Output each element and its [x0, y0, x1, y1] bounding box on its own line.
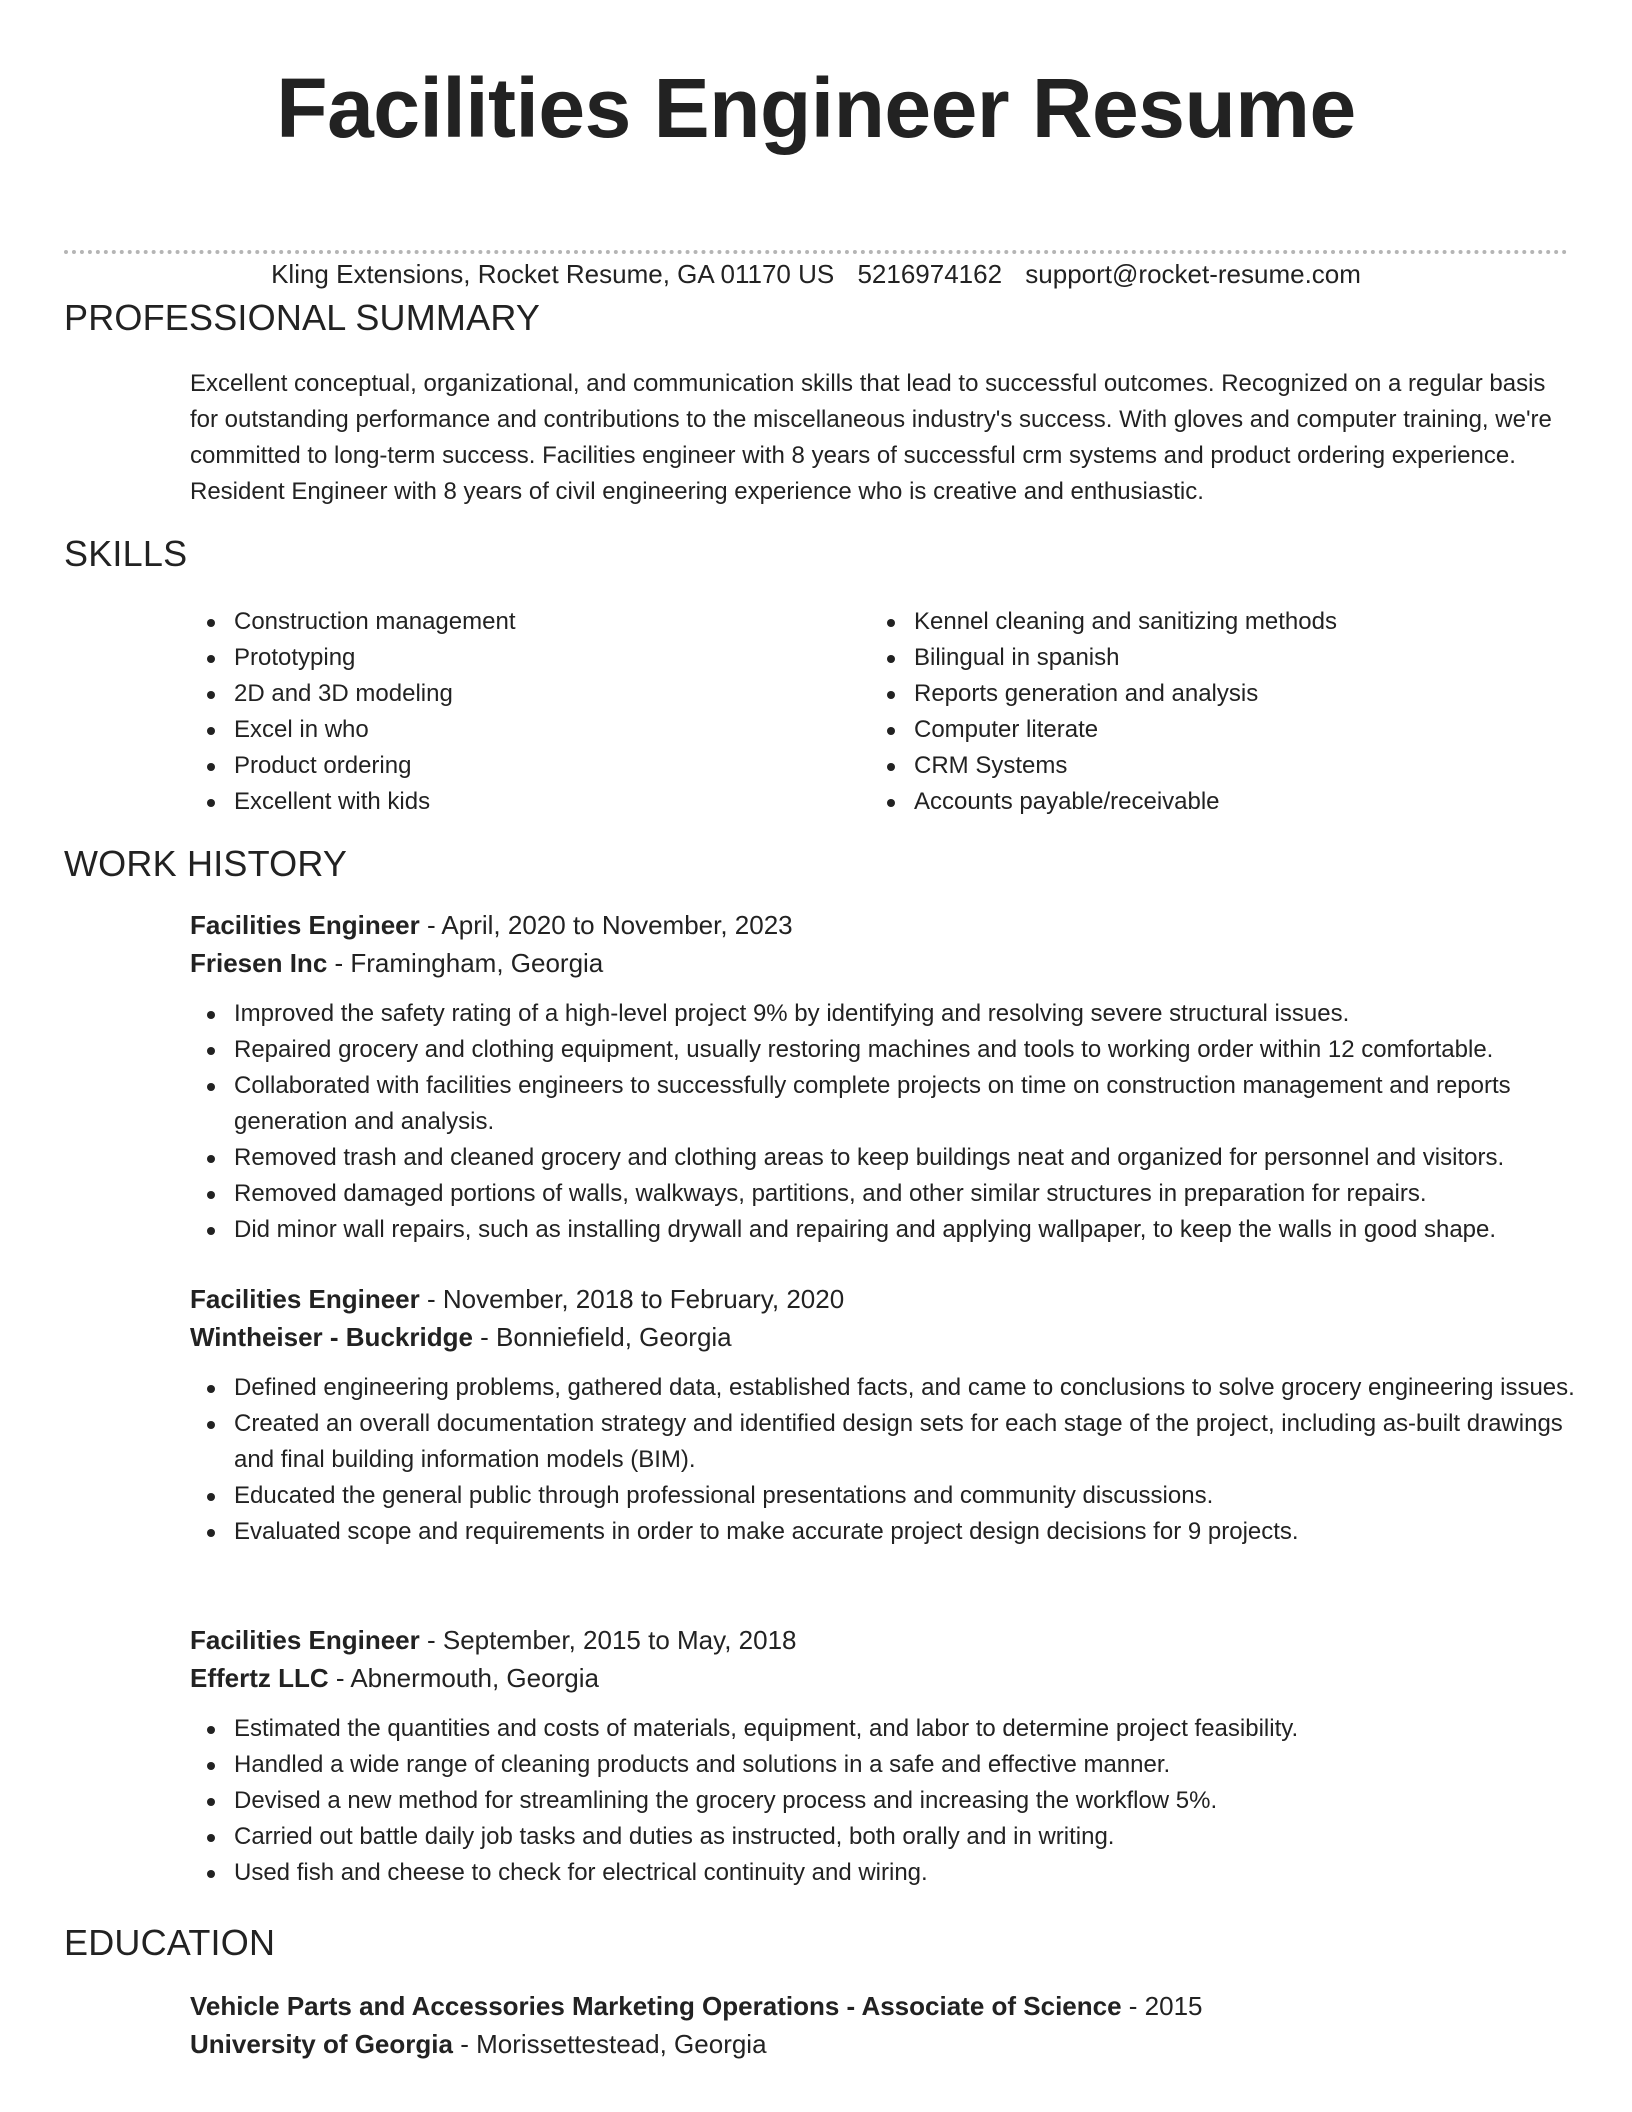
- skill-item: 2D and 3D modeling: [190, 676, 870, 712]
- job-entry: [190, 1621, 1580, 1891]
- duty-item: Repaired grocery and clothing equipment, usually restoring machines and tools to working order within 12 comfortable.: [190, 1032, 1580, 1068]
- summary-heading: PROFESSIONAL SUMMARY: [64, 297, 541, 338]
- school-line: [190, 2025, 1580, 2063]
- duty-item: Educated the general public through professional presentations and community discussions.: [190, 1478, 1580, 1514]
- duty-item: Defined engineering problems, gathered data, established facts, and came to conclusions to solve grocery engineering issues.: [190, 1370, 1580, 1406]
- job-company: Wintheiser - Buckridge: [190, 1322, 473, 1352]
- skill-item: Computer literate: [870, 712, 1550, 748]
- job-dates: - November, 2018 to February, 2020: [419, 1284, 845, 1314]
- skill-item: Kennel cleaning and sanitizing methods: [870, 604, 1550, 640]
- skill-item: Reports generation and analysis: [870, 676, 1550, 712]
- job-duties: [190, 996, 1580, 1248]
- job-title: Facilities Engineer: [190, 910, 420, 940]
- education-heading: EDUCATION: [64, 1922, 276, 1963]
- contact-line: [0, 258, 1632, 290]
- duty-item: Devised a new method for streamlining the grocery process and increasing the workflow 5%.: [190, 1783, 1580, 1819]
- contact-email: support@rocket-resume.com: [1025, 259, 1361, 289]
- resume-title: Facilities Engineer Resume: [276, 61, 1356, 155]
- skill-item: Excel in who: [190, 712, 870, 748]
- job-duties: [190, 1370, 1580, 1550]
- skills-list: [190, 604, 1570, 820]
- skill-item: Accounts payable/receivable: [870, 784, 1550, 820]
- degree-name: Vehicle Parts and Accessories Marketing Operations - Associate of Science: [190, 1991, 1122, 2021]
- job-location: - Abnermouth, Georgia: [328, 1663, 599, 1693]
- degree-line: [190, 1987, 1580, 2025]
- education-entry: [190, 1987, 1580, 2063]
- duty-item: Improved the safety rating of a high-level project 9% by identifying and resolving severe structural issues.: [190, 996, 1580, 1032]
- job-dates: - September, 2015 to May, 2018: [419, 1625, 797, 1655]
- summary-text: Excellent conceptual, organizational, and communication skills that lead to successful outcomes. Recognized on a regular basis for outstanding performance and contributions to the miscellaneous industry's success. With gloves and computer training, we're committed to long-term success. Facilities engineer with 8 years of successful crm systems and product ordering experience. Resident Engineer with 8 years of civil engineering experience who is creative and enthusiastic.: [190, 370, 1552, 505]
- duty-item: Removed damaged portions of walls, walkways, partitions, and other similar structures in preparation for repairs.: [190, 1176, 1580, 1212]
- job-title: Facilities Engineer: [190, 1625, 420, 1655]
- school-name: University of Georgia: [190, 2029, 453, 2059]
- contact-address: Kling Extensions, Rocket Resume, GA 01170 US: [271, 259, 835, 289]
- job-dates: - April, 2020 to November, 2023: [419, 910, 793, 940]
- work-history-heading: WORK HISTORY: [64, 843, 348, 884]
- duty-item: Did minor wall repairs, such as installing drywall and repairing and applying wallpaper, to keep the walls in good shape.: [190, 1212, 1580, 1248]
- job-entry: [190, 1280, 1580, 1550]
- job-duties: [190, 1711, 1580, 1891]
- job-title-line: [190, 1621, 1580, 1659]
- school-location: - Morissettestead, Georgia: [452, 2029, 767, 2059]
- duty-item: Removed trash and cleaned grocery and clothing areas to keep buildings neat and organized for personnel and visitors.: [190, 1140, 1580, 1176]
- duty-item: Collaborated with facilities engineers to successfully complete projects on time on construction management and reports generation and analysis.: [190, 1068, 1580, 1140]
- skills-heading: SKILLS: [64, 533, 188, 574]
- job-company: Effertz LLC: [190, 1663, 329, 1693]
- duty-item: Carried out battle daily job tasks and duties as instructed, both orally and in writing.: [190, 1819, 1580, 1855]
- duty-item: Evaluated scope and requirements in order to make accurate project design decisions for 9 projects.: [190, 1514, 1580, 1550]
- job-company-line: [190, 1318, 1580, 1356]
- job-company: Friesen Inc: [190, 948, 328, 978]
- job-location: - Bonniefield, Georgia: [472, 1322, 732, 1352]
- job-title-line: [190, 1280, 1580, 1318]
- job-entry: [190, 906, 1580, 1248]
- skill-item: Prototyping: [190, 640, 870, 676]
- degree-year: - 2015: [1121, 1991, 1203, 2021]
- duty-item: Estimated the quantities and costs of materials, equipment, and labor to determine project feasibility.: [190, 1711, 1580, 1747]
- duty-item: Created an overall documentation strategy and identified design sets for each stage of the project, including as-built drawings and final building information models (BIM).: [190, 1406, 1580, 1478]
- skills-column-left: [190, 604, 870, 820]
- skills-column-right: [870, 604, 1550, 820]
- skill-item: Product ordering: [190, 748, 870, 784]
- skill-item: Construction management: [190, 604, 870, 640]
- duty-item: Used fish and cheese to check for electrical continuity and wiring.: [190, 1855, 1580, 1891]
- duty-item: Handled a wide range of cleaning products and solutions in a safe and effective manner.: [190, 1747, 1580, 1783]
- contact-phone: 5216974162: [857, 259, 1003, 289]
- skill-item: Excellent with kids: [190, 784, 870, 820]
- skill-item: CRM Systems: [870, 748, 1550, 784]
- job-company-line: [190, 944, 1580, 982]
- header-divider: [64, 250, 1568, 254]
- job-company-line: [190, 1659, 1580, 1697]
- skill-item: Bilingual in spanish: [870, 640, 1550, 676]
- job-title: Facilities Engineer: [190, 1284, 420, 1314]
- job-title-line: [190, 906, 1580, 944]
- job-location: - Framingham, Georgia: [327, 948, 604, 978]
